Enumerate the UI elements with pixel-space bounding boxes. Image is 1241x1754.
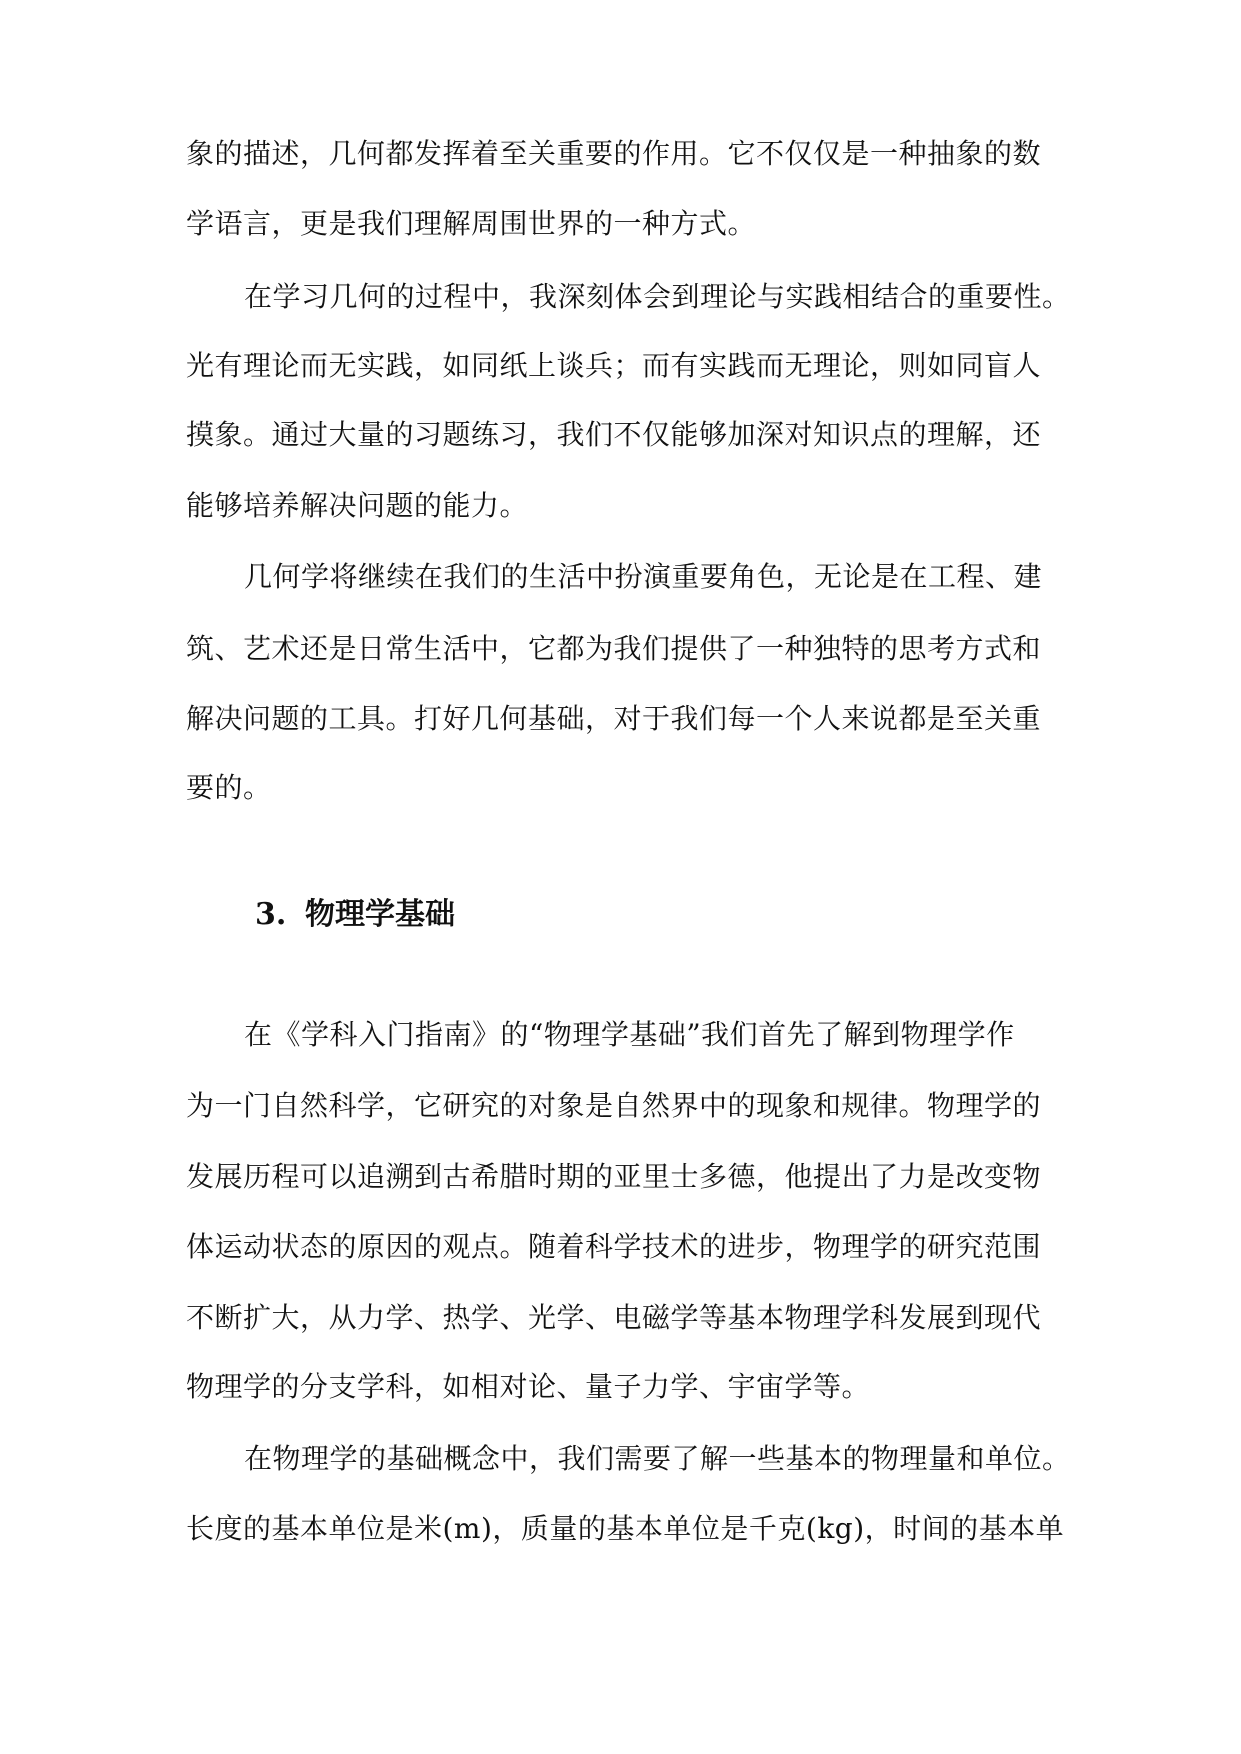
text-line: 学语言，更是我们理解周围世界的一种方式。 — [186, 207, 757, 240]
text-line: 光有理论而无实践，如同纸上谈兵；而有实践而无理论，则如同盲人 — [186, 349, 1042, 382]
text-line: 物理学的分支学科，如相对论、量子力学、宇宙学等。 — [186, 1370, 871, 1403]
text-line: 摸象。通过大量的习题练习，我们不仅能够加深对知识点的理解，还 — [186, 418, 1042, 451]
section-heading — [0, 890, 1241, 940]
section-number: 3. — [255, 897, 287, 932]
text-line: 解决问题的工具。打好几何基础，对于我们每一个人来说都是至关重 — [186, 702, 1042, 735]
text-line: 要的。 — [186, 771, 272, 804]
section-title: 物理学基础 — [305, 897, 455, 932]
text-line: 为一门自然科学，它研究的对象是自然界中的现象和规律。物理学的 — [186, 1089, 1042, 1122]
text-line: 几何学将继续在我们的生活中扮演重要角色，无论是在工程、建 — [244, 560, 1043, 593]
text-line: 不断扩大，从力学、热学、光学、电磁学等基本物理学科发展到现代 — [186, 1301, 1042, 1334]
text-line: 在学习几何的过程中，我深刻体会到理论与实践相结合的重要性。 — [244, 280, 1071, 313]
text-line: 在物理学的基础概念中，我们需要了解一些基本的物理量和单位。 — [244, 1442, 1071, 1475]
text-line: 发展历程可以追溯到古希腊时期的亚里士多德，他提出了力是改变物 — [186, 1160, 1042, 1193]
text-line: 长度的基本单位是米(m)，质量的基本单位是千克(kg)，时间的基本单 — [186, 1512, 1065, 1545]
text-line: 筑、艺术还是日常生活中，它都为我们提供了一种独特的思考方式和 — [186, 632, 1042, 665]
text-line: 体运动状态的原因的观点。随着科学技术的进步，物理学的研究范围 — [186, 1230, 1042, 1263]
text-line: 象的描述，几何都发挥着至关重要的作用。它不仅仅是一种抽象的数 — [186, 137, 1042, 170]
text-line: 在《学科入门指南》的“物理学基础”我们首先了解到物理学作 — [244, 1018, 1015, 1051]
text-line: 能够培养解决问题的能力。 — [186, 489, 529, 522]
